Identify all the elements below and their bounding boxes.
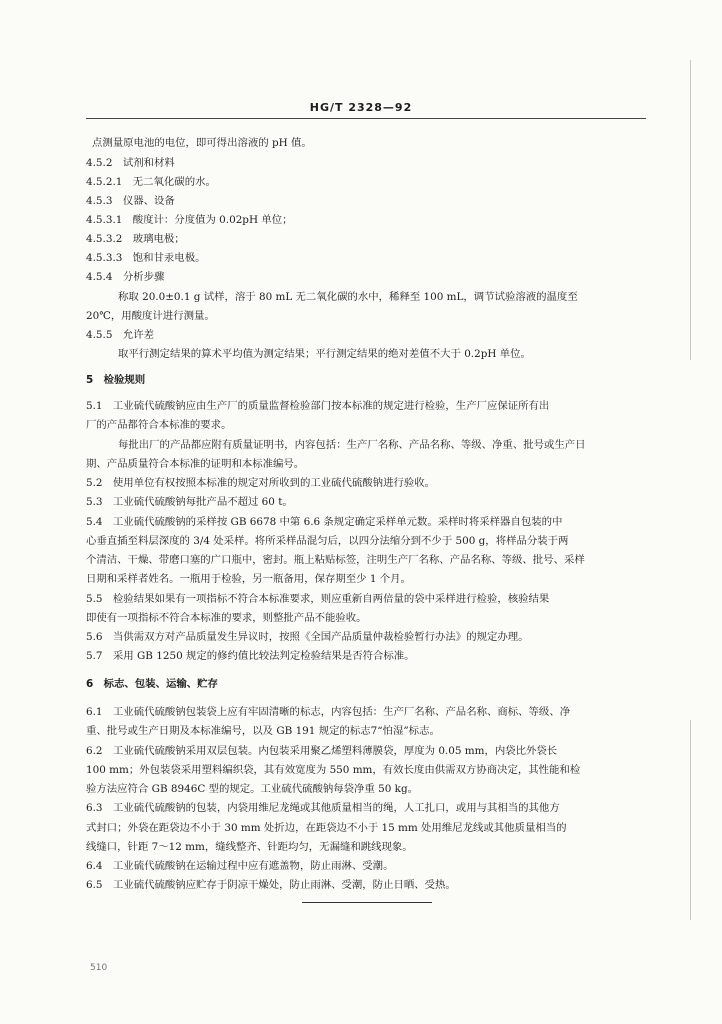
section-heading: 5 检验规则 [86, 374, 146, 386]
clause-item: 5.1 工业硫代硫酸钠应由生产厂的质量监督检验部门按本标准的规定进行检验，生产厂应保证所有出 [86, 400, 550, 412]
header-rule [86, 118, 646, 119]
body-line: 日期和采样者姓名。一瓶用于检验，另一瓶备用，保存期至少 1 个月。 [86, 573, 411, 585]
clause-heading: 4.5.3 仪器、设备 [86, 195, 175, 207]
clause-item: 4.5.3.2 玻璃电极； [86, 233, 185, 245]
clause-item: 5.4 工业硫代硫酸钠的采样按 GB 6678 中第 6.6 条规定确定采样单元数。采样时将采样器自包装的中 [86, 516, 563, 528]
clause-heading: 4.5.2 试剂和材料 [86, 157, 175, 169]
body-line: 重、批号或生产日期及本标准编号，以及 GB 191 规定的标志7“怕湿”标志。 [86, 725, 440, 737]
clause-item: 5.6 当供需双方对产品质量发生异议时，按照《全国产品质量仲裁检验暂行办法》的规定办理。 [86, 631, 529, 643]
clause-item: 5.2 使用单位有权按照本标准的规定对所收到的工业硫代硫酸钠进行验收。 [86, 477, 436, 489]
body-line: 个清洁、干燥、带磨口塞的广口瓶中，密封。瓶上粘贴标签，注明生产厂名称、产品名称、等级、批号、采样 [86, 554, 585, 566]
body-line: 点测量原电池的电位，即可得出溶液的 pH 值。 [92, 137, 312, 149]
clause-heading: 4.5.5 允许差 [86, 329, 155, 341]
clause-heading: 4.5.4 分析步骤 [86, 271, 165, 283]
clause-item: 4.5.3.1 酸度计：分度值为 0.02pH 单位； [86, 214, 293, 226]
end-rule [302, 902, 432, 903]
body-line: 称取 20.0±0.1 g 试样，溶于 80 mL 无二氧化碳的水中，稀释至 100 mL，调节试验溶液的温度至 [118, 291, 578, 303]
clause-item: 6.4 工业硫代硫酸钠在运输过程中应有遮盖物，防止雨淋、受潮。 [86, 860, 394, 872]
body-line: 每批出厂的产品都应附有质量证明书，内容包括：生产厂名称、产品名称、等级、净重、批号或生产日 [118, 439, 586, 451]
clause-item: 6.3 工业硫代硫酸钠的包装，内袋用维尼龙绳或其他质量相当的绳，人工扎口，或用与其相当的其他方 [86, 802, 560, 814]
scan-edge-mark [690, 60, 691, 360]
scan-edge-mark [690, 720, 691, 920]
page-number: 510 [90, 963, 108, 973]
standard-header: HG/T 2328—92 [309, 101, 413, 114]
clause-item: 5.7 采用 GB 1250 规定的修约值比较法判定检验结果是否符合标准。 [86, 650, 415, 662]
body-line: 取平行测定结果的算术平均值为测定结果；平行测定结果的绝对差值不大于 0.2pH 单位。 [118, 348, 531, 360]
clause-item: 6.5 工业硫代硫酸钠应贮存于阴凉干燥处，防止雨淋、受潮，防止日晒、受热。 [86, 879, 456, 891]
clause-item: 4.5.2.1 无二氧化碳的水。 [86, 176, 216, 188]
body-line: 20℃，用酸度计进行测量。 [86, 310, 215, 322]
clause-item: 6.2 工业硫代硫酸钠采用双层包装。内包装采用聚乙烯塑料薄膜袋，厚度为 0.05 mm，内袋比外袋长 [86, 745, 558, 757]
body-line: 即使有一项指标不符合本标准的要求，则整批产品不能验收。 [86, 612, 367, 624]
clause-item: 5.5 检验结果如果有一项指标不符合本标准要求，则应重新自两倍量的袋中采样进行检验，核验结果 [86, 593, 550, 605]
body-line: 线缝口，针距 7～12 mm，缝线整齐、针距均匀，无漏缝和跳线现象。 [86, 841, 413, 853]
body-line: 式封口；外袋在距袋边不小于 30 mm 处折边，在距袋边不小于 15 mm 处用维尼龙线或其他质量相当的 [86, 822, 567, 834]
body-line: 心垂直插至料层深度的 3/4 处采样。将所采样品混匀后，以四分法缩分到不少于 500 g，将样品分装于两 [86, 535, 569, 547]
body-line: 期、产品质量符合本标准的证明和本标准编号。 [86, 458, 305, 470]
body-line: 厂的产品都符合本标准的要求。 [86, 419, 232, 431]
section-heading: 6 标志、包装、运输、贮存 [86, 678, 218, 690]
clause-item: 5.3 工业硫代硫酸钠每批产品不超过 60 t。 [86, 496, 293, 508]
body-line: 100 mm；外包装袋采用塑料编织袋，其有效宽度为 550 mm，有效长度由供需双方协商决定，其性能和检 [86, 764, 581, 776]
clause-item: 4.5.3.3 饱和甘汞电极。 [86, 252, 206, 264]
body-line: 验方法应符合 GB 8946C 型的规定。工业硫代硫酸钠每袋净重 50 kg。 [86, 783, 418, 795]
clause-item: 6.1 工业硫代硫酸钠包装袋上应有牢固清晰的标志，内容包括：生产厂名称、产品名称、商标、等级、净 [86, 706, 571, 718]
